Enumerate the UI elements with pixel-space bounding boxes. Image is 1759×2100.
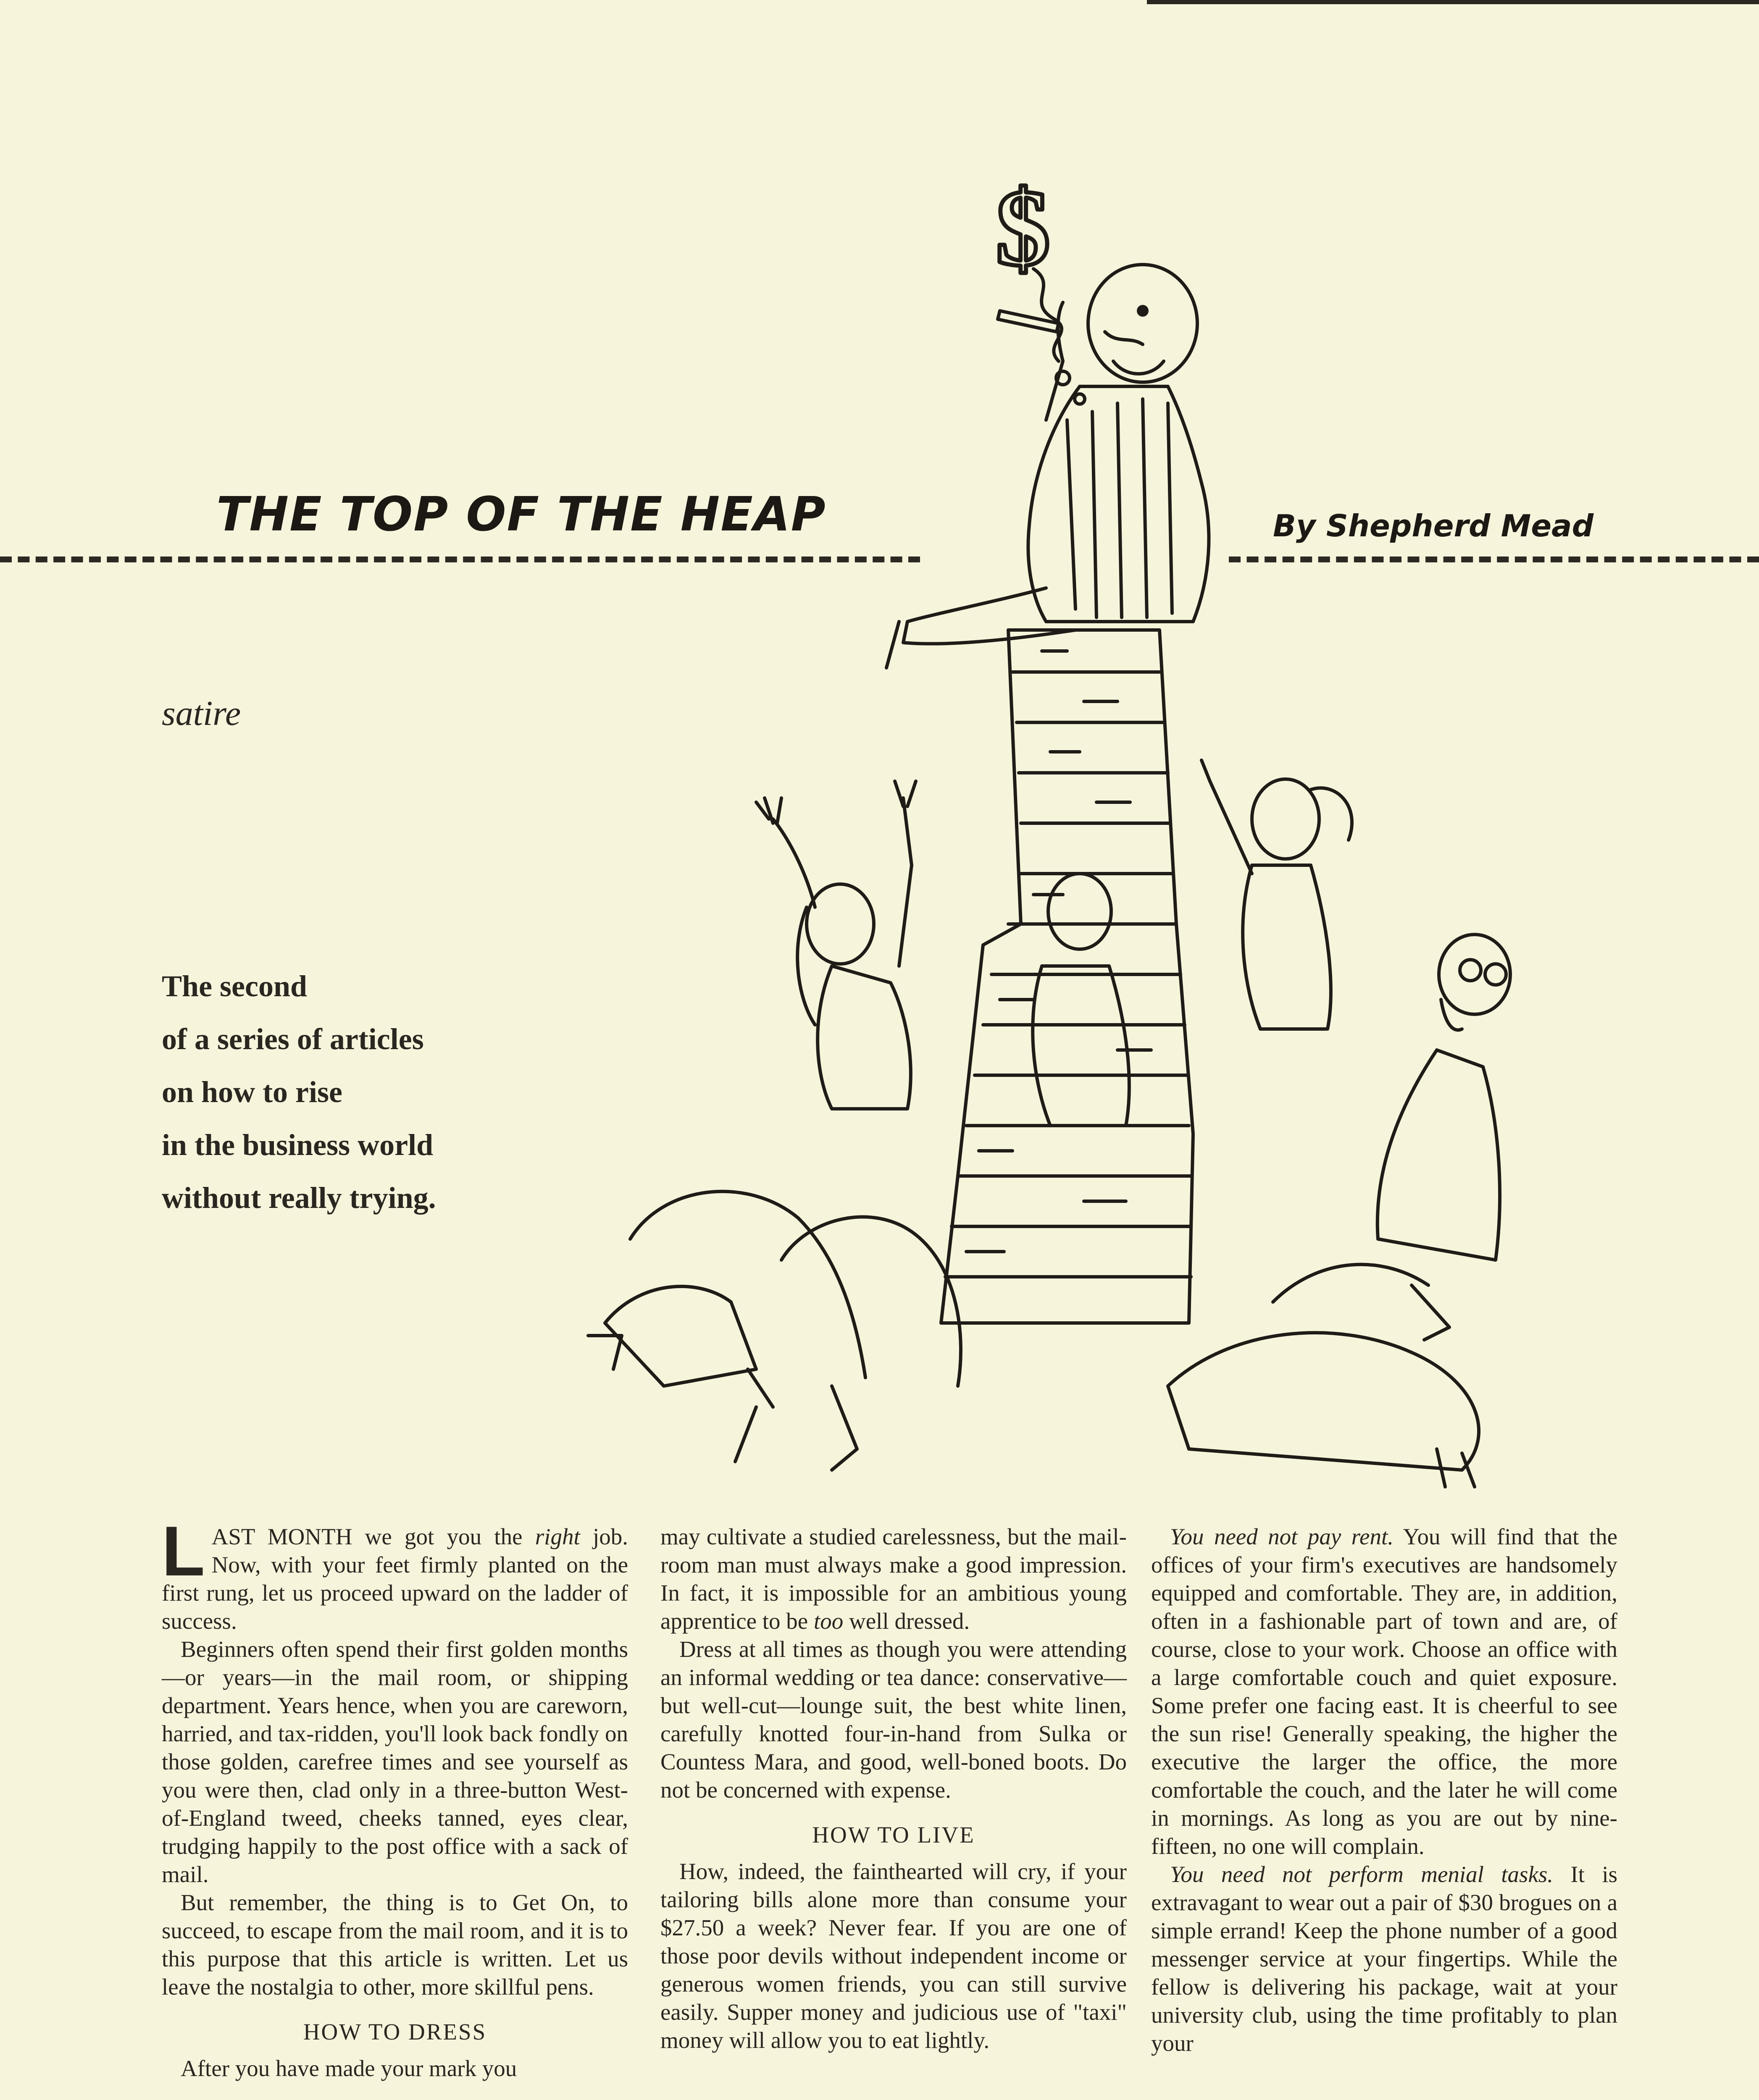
- emphasis: too: [813, 1608, 844, 1634]
- deck-line: of a series of articles: [162, 1022, 424, 1056]
- paragraph: Dress at all times as though you were attending an informal wedding or tea dance: conservative—but well-cut—lounge suit, the best white linen, carefully knotted four-in-hand from Sulka or Countess Mara, and good, well-boned boots. Do not be concerned with expense.: [660, 1636, 1127, 1803]
- emphasis: right: [535, 1524, 580, 1549]
- thinking-man-figure: [1378, 934, 1510, 1260]
- section-heading: HOW TO LIVE: [812, 1822, 975, 1848]
- paragraph: [1151, 1860, 1617, 2057]
- paragraph: [162, 1512, 628, 1635]
- article-title: THE TOP OF THE HEAP: [216, 487, 826, 542]
- deck-line: in the business world: [162, 1128, 434, 1162]
- crawling-figures: [588, 1192, 1479, 1487]
- text-run: AST MONTH we got you the: [211, 1524, 535, 1549]
- paragraph: After you have made your mark you: [181, 2055, 517, 2081]
- top-edge-bar: [1147, 0, 1759, 4]
- byline: By Shepherd Mead: [1273, 508, 1594, 543]
- dollar-smoke-icon: $: [996, 168, 1050, 289]
- article-deck: [162, 960, 436, 1224]
- cartoon-illustration: [538, 126, 1542, 1491]
- deck-line: without really trying.: [162, 1181, 436, 1215]
- emphasis: You need not pay rent.: [1170, 1524, 1394, 1549]
- paragraph: But remember, the thing is to Get On, to succeed, to escape from the mail room, and it is to this purpose that this article is written. Let us leave the nostalgia to other, more skillful pens.: [162, 1890, 628, 2000]
- text-run: well dressed.: [843, 1608, 970, 1634]
- paragraph: Beginners often spend their first golden months—or years—in the mail room, or shipping department. Years hence, when you are careworn, harried, and tax-ridden, you'll look back fondly on those golden, carefree times and see yourself as you were then, clad only in a three-button West-of-England tweed, cheeks tanned, eyes clear, trudging happily to the post office with a sack of mail.: [162, 1636, 628, 1887]
- text-run: You will find that the offices of your firm's executives are handsomely equipped and comfortable. They are, in addition, often in a fashionable part of town and are, of course, close to your work. Choose an office with a large comfortable couch and quiet exposure. Some prefer one facing east. It is cheerful to see the sun rise! Generally speaking, the higher the executive the larger the office, the more comfortable the couch, and the later he will come in mornings. As long as you are out by nine-fifteen, no one will complain.: [1151, 1524, 1617, 1859]
- woman-figure-center: [1033, 874, 1129, 1126]
- deck-line: The second: [162, 969, 308, 1003]
- paragraph: [660, 1522, 1127, 1635]
- drop-cap: L: [162, 1512, 205, 1591]
- emphasis: You need not perform menial tasks.: [1170, 1861, 1554, 1887]
- body-column-1: [162, 1512, 628, 2082]
- body-column-3: [1151, 1522, 1617, 2057]
- section-heading: HOW TO DRESS: [303, 2019, 487, 2045]
- text-run: may cultivate a studied carelessness, but the mail-room man must always make a good impression. In fact, it is impossible for an ambitious young apprentice to be: [660, 1524, 1127, 1634]
- woman-figure-left: [756, 781, 916, 1109]
- paragraph: [1151, 1522, 1617, 1860]
- section-kicker: satire: [162, 694, 241, 733]
- body-column-2: [660, 1522, 1127, 2054]
- woman-figure-right: [1202, 760, 1352, 1029]
- smoke-bubble: [1075, 394, 1085, 404]
- executive-figure: [886, 265, 1209, 668]
- text-run: It is extravagant to wear out a pair of $30 brogues on a simple errand! Keep the phone number of a good messenger service at your fingertips. While the fellow is delivering his package, wait at your university club, using the time profitably to plan your: [1151, 1861, 1617, 2056]
- paper-heap: [941, 630, 1193, 1323]
- paragraph: How, indeed, the fainthearted will cry, if your tailoring bills alone more than consume your $27.50 a week? Never fear. If you are one of those poor devils without independent income or generous women friends, you can still survive easily. Supper money and judicious use of "taxi" money will allow you to eat lightly.: [660, 1858, 1127, 2053]
- text-run: job. Now, with your feet firmly planted on the first rung, let us proceed upward on the ladder of success.: [162, 1524, 628, 1634]
- deck-line: on how to rise: [162, 1075, 342, 1109]
